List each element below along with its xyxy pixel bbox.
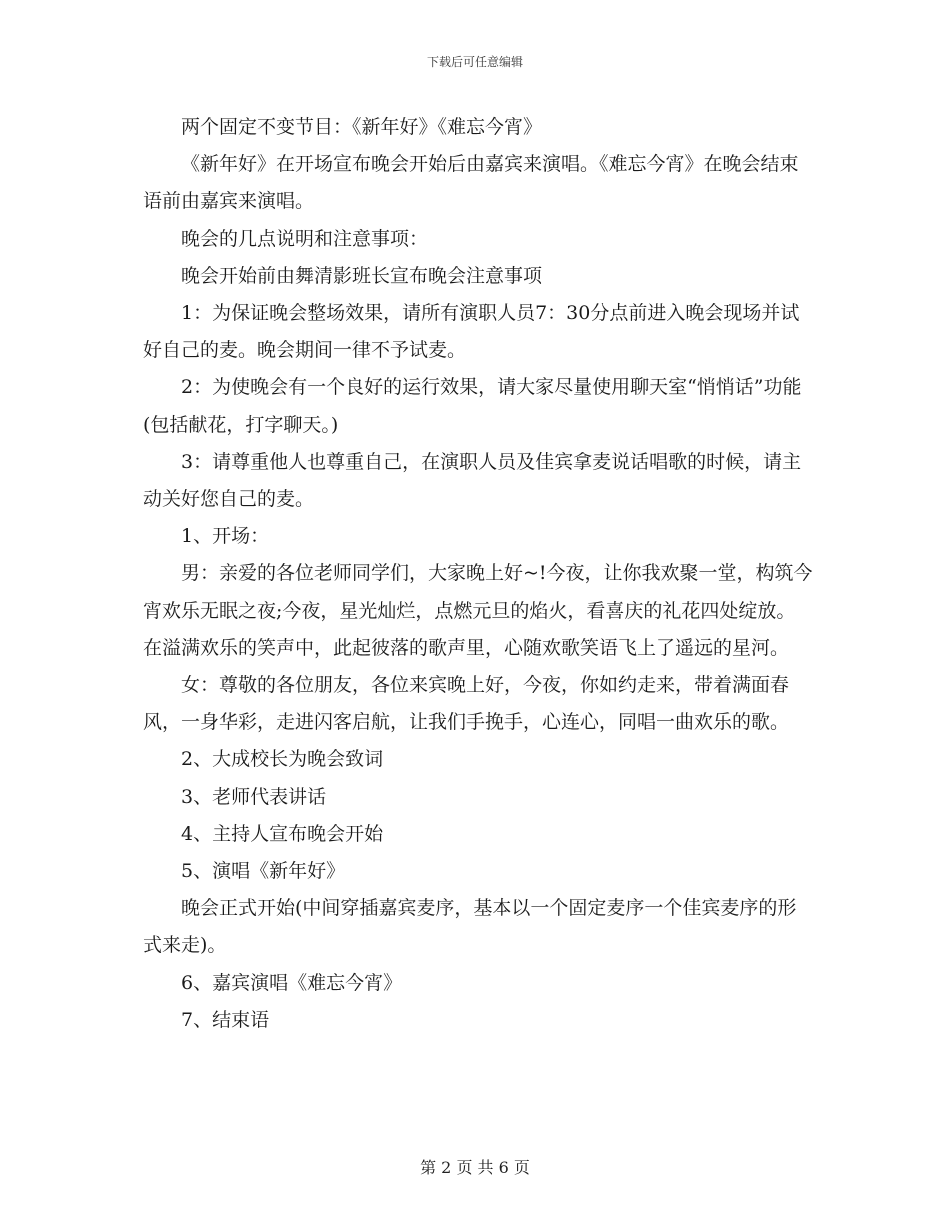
paragraph: 两个固定不变节目：《新年好》《难忘今宵》 — [181, 116, 543, 138]
paragraph: 4、主持人宣布晚会开始 — [181, 822, 384, 845]
paragraph: 晚会正式开始(中间穿插嘉宾麦序，基本以一个固定麦序一个佳宾麦序的形式来走)。 — [143, 897, 797, 957]
paragraph: 3：请尊重他人也尊重自己，在演职人员及佳宾拿麦说话唱歌的时候，请主动关好您自己的麦。 — [143, 450, 802, 511]
paragraph: 1：为保证晚会整场效果，请所有演职人员7：30分点前进入晚会现场并试好自己的麦。晚会期间一律不予试麦。 — [143, 302, 800, 362]
paragraph: 女：尊敬的各位朋友，各位来宾晚上好，今夜，你如约走来，带着满面春风，一身华彩，走进闪客启航，让我们手挽手，心连心，同唱一曲欢乐的歌。 — [143, 674, 790, 734]
paragraph: 2、大成校长为晚会致词 — [181, 748, 384, 771]
page-header: 下载后可任意编辑 — [426, 55, 523, 69]
page-footer: 第 2 页 共 6 页 — [420, 1158, 530, 1177]
paragraph: 5、演唱《新年好》 — [181, 860, 346, 883]
paragraph: 晚会开始前由舞清影班长宣布晚会注意事项 — [181, 264, 543, 287]
paragraph: 7、结束语 — [181, 1008, 270, 1031]
paragraph: 2：为使晚会有一个良好的运行效果，请大家尽量使用聊天室“悄悄话”功能(包括献花，打字聊天。) — [143, 376, 802, 436]
paragraph: 6、嘉宾演唱《难忘今宵》 — [181, 971, 403, 994]
paragraph: 晚会的几点说明和注意事项： — [181, 227, 429, 250]
paragraph: 1、开场： — [181, 525, 270, 548]
paragraph: 男：亲爱的各位老师同学们，大家晚上好~!今夜，让你我欢聚一堂，构筑今宵欢乐无眠之夜;今夜，星光灿烂，点燃元旦的焰火，看喜庆的礼花四处绽放。在溢满欢乐的笑声中，此起彼落的歌声里，心随欢歌笑语飞上了遥远的星河。 — [143, 562, 813, 659]
paragraph: 3、老师代表讲话 — [181, 785, 327, 808]
document-body — [143, 109, 813, 1039]
paragraph: 《新年好》在开场宣布晚会开始后由嘉宾来演唱。《难忘今宵》在晚会结束语前由嘉宾来演唱。 — [143, 153, 799, 213]
